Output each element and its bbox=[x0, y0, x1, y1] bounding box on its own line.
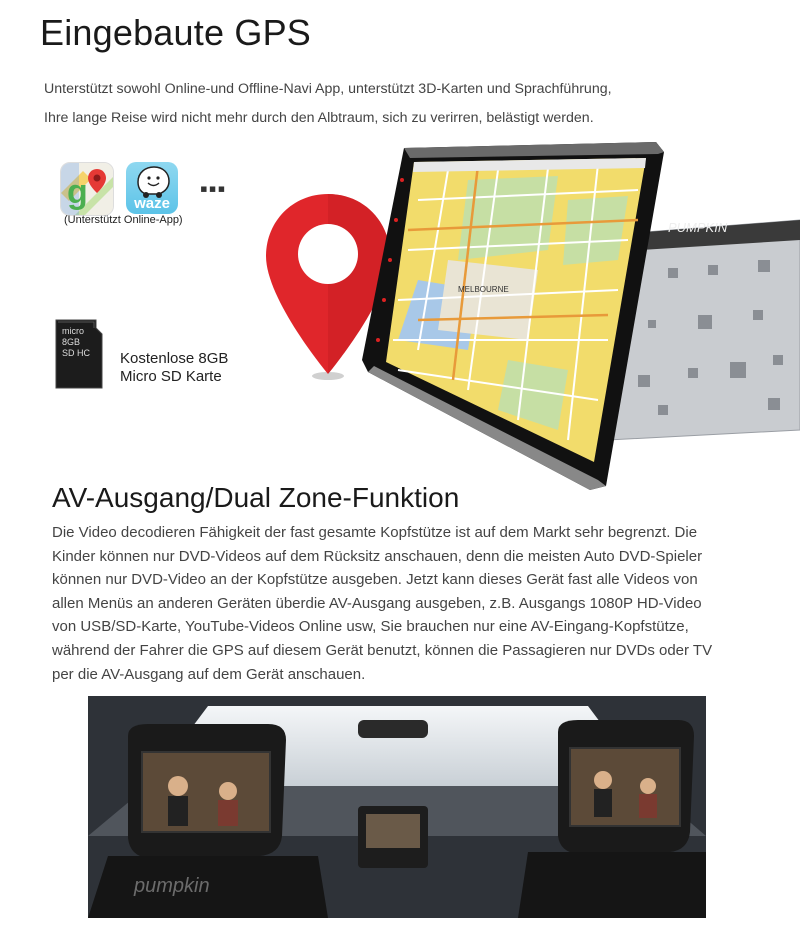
waze-label: waze bbox=[134, 195, 170, 212]
sd-caption-line: Kostenlose 8GB bbox=[120, 350, 229, 367]
av-description-line: Kinder können nur DVD-Videos auf dem Rücksitz anschauen, denn die meisten Auto DVD-Spieler bbox=[52, 547, 703, 565]
sd-card-text bbox=[62, 326, 90, 359]
car-interior-photo bbox=[88, 696, 706, 918]
av-description-line: allen Menüs an anderen Geräten überdie AV-Ausgang ausgeben, z.B. Ausgangs 1080P HD-Video bbox=[52, 594, 702, 612]
sd-card-text-line: micro bbox=[62, 326, 84, 336]
sd-card-caption bbox=[120, 350, 228, 386]
apps-caption: (Unterstützt Online-App) bbox=[64, 214, 183, 226]
svg-text:g: g bbox=[67, 173, 88, 211]
head-unit-device-image bbox=[358, 140, 800, 490]
av-title: AV-Ausgang/Dual Zone-Funktion bbox=[52, 482, 460, 513]
seat-brand-label: pumpkin bbox=[134, 875, 210, 897]
micro-sd-card-image bbox=[54, 318, 104, 390]
gps-description-line: Unterstützt sowohl Online-und Offline-Navi App, unterstützt 3D-Karten und Sprachführung, bbox=[44, 81, 612, 97]
sd-card-text-line: SD HC bbox=[62, 348, 91, 358]
sd-card-text-line: 8GB bbox=[62, 337, 81, 347]
av-description-line: per die AV-Ausgang auf dem Gerät anschauen. bbox=[52, 665, 366, 683]
google-maps-icon bbox=[60, 162, 114, 216]
gps-description-line: Ihre lange Reise wird nicht mehr durch den Albtraum, sich zu verirren, belästigt werden. bbox=[44, 110, 594, 126]
av-description bbox=[52, 521, 712, 686]
gps-title: Eingebaute GPS bbox=[40, 12, 311, 53]
av-description-line: Die Video decodieren Fähigkeit der fast gesamte Kopfstütze ist auf dem Markt sehr begrenzt. Die bbox=[52, 524, 698, 541]
av-description-line: während der Fahrer die GPS auf diesem Gerät benutzt, können die Passagieren nur DVDs oder TV bbox=[52, 641, 713, 659]
map-city-label: MELBOURNE bbox=[458, 285, 509, 294]
more-apps-indicator: ▪▪▪ bbox=[200, 176, 227, 201]
av-description-line: von USB/SD-Karte, YouTube-Videos Online usw, Sie brauchen nur eine AV-Eingang-Kopfstütze, bbox=[52, 618, 689, 636]
device-brand-label: PUMPKIN bbox=[668, 220, 728, 235]
sd-caption-line: Micro SD Karte bbox=[120, 368, 222, 385]
waze-icon bbox=[126, 162, 178, 214]
av-description-line: können nur DVD-Video an der Kopfstütze ausgeben. Jetzt kann dieses Gerät fast alle Videos von bbox=[52, 571, 698, 589]
gps-description bbox=[44, 75, 612, 133]
